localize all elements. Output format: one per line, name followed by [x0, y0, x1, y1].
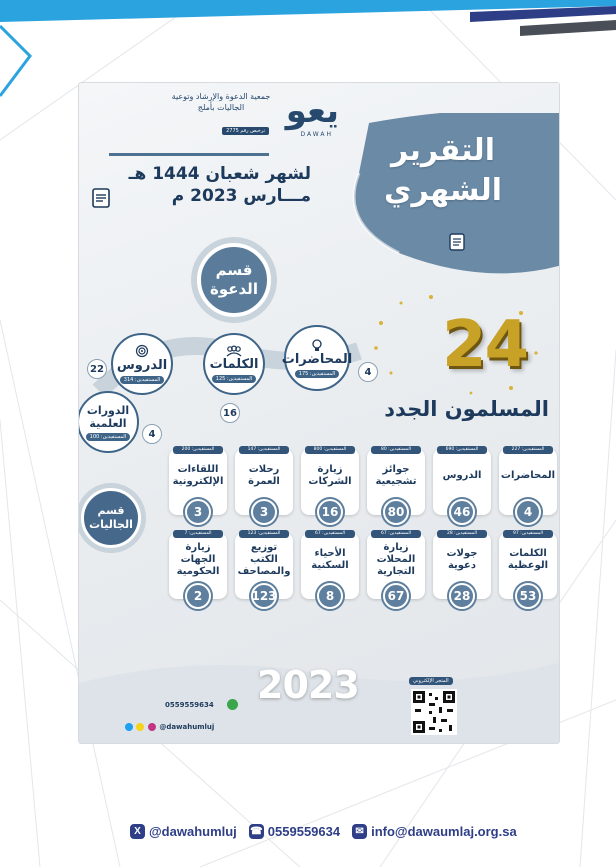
- license-badge: ترخيص رقم 2775: [222, 127, 269, 135]
- category-words-beneficiaries: المستفيدين: 125: [212, 375, 256, 383]
- organization-name: جمعية الدعوة والإرشاد وتوعية الجاليات بأملج: [171, 92, 271, 112]
- category-lectures-count: 4: [358, 362, 378, 382]
- card-count: 28: [449, 583, 475, 609]
- card-title: زيارة الجهات الحكومية: [176, 542, 220, 577]
- card-title: الدروس: [442, 470, 482, 481]
- report-title-line1: التقرير: [391, 133, 495, 168]
- card-count: 123: [251, 583, 277, 609]
- logo-mark: يعو: [285, 91, 339, 131]
- card-count: 4: [515, 499, 541, 525]
- card-dawah-tours: [433, 531, 491, 603]
- logo-wordmark: DAWAH: [300, 131, 333, 138]
- card-title: زيارة الشركات: [308, 464, 352, 487]
- card-title: جوائز تشجيعية: [375, 464, 417, 487]
- month-gregorian: مـــارس 2023 م: [171, 186, 311, 206]
- card-beneficiaries: المستفيدين: 7: [173, 530, 223, 538]
- dawah-section-badge: قسم الدعوة: [197, 243, 271, 317]
- new-muslims-count: 24: [441, 308, 527, 382]
- card-umrah-trips: [235, 447, 293, 519]
- card-title: رحلات العمرة: [248, 464, 280, 487]
- card-count: 80: [383, 499, 409, 525]
- page-footer: [130, 822, 529, 840]
- card-shop-visits: [367, 531, 425, 603]
- card-count: 46: [449, 499, 475, 525]
- category-courses-beneficiaries: المستفيدين: 100: [86, 433, 130, 441]
- whatsapp-icon: [227, 699, 238, 710]
- card-title: الأحياء السكنية: [311, 548, 349, 571]
- jaliyat-section-badge: قسم الجاليات: [81, 488, 141, 548]
- footer-phone-number: 0559559634: [267, 823, 341, 839]
- card-beneficiaries: المستفيدين: 147: [239, 446, 289, 454]
- report-title-line2: الشهري: [383, 173, 503, 208]
- card-count: 67: [383, 583, 409, 609]
- card-beneficiaries: المستفيدين: 800: [305, 446, 355, 454]
- card-prizes: [367, 447, 425, 519]
- top-accent-band: [0, 0, 616, 40]
- footer-email-address: info@dawaumlaj.org.sa: [371, 823, 517, 839]
- card-count: 8: [317, 583, 343, 609]
- poster-phone: 0559559634: [165, 701, 214, 709]
- category-lessons-name: الدروس: [116, 358, 168, 373]
- card-beneficiaries: المستفيدين: 690: [437, 446, 487, 454]
- card-beneficiaries: المستفيدين: 227: [503, 446, 553, 454]
- card-count: 3: [251, 499, 277, 525]
- month-hijri: لشهر شعبان 1444 هـ: [128, 164, 311, 184]
- email-icon: ✉: [352, 824, 367, 839]
- card-title: زيارة المحلات التجارية: [376, 542, 416, 577]
- corner-chevron-decor: [0, 16, 40, 106]
- card-company-visits: [301, 447, 359, 519]
- card-count: 16: [317, 499, 343, 525]
- footer-phone[interactable]: [249, 824, 340, 839]
- card-beneficiaries: المستفيدين: 28: [437, 530, 487, 538]
- category-courses-name: الدورات العلمية: [86, 403, 130, 430]
- footer-email[interactable]: [352, 824, 517, 839]
- qr-label: المتجر الإلكتروني: [409, 677, 453, 685]
- category-lectures-beneficiaries: المستفيدين: 175: [295, 370, 339, 378]
- instagram-icon: [148, 723, 156, 731]
- qr-code: [411, 689, 457, 735]
- card-count: 3: [185, 499, 211, 525]
- category-courses-count: 4: [142, 424, 162, 444]
- card-title: توزيع الكتب والمصاحف: [237, 542, 291, 577]
- card-title: اللقاءات الإلكترونية: [172, 464, 224, 487]
- card-title: المحاضرات: [500, 470, 556, 481]
- card-title: جولات دعوية: [446, 548, 478, 571]
- footer-twitter-handle: @dawahumluj: [149, 823, 237, 839]
- x-twitter-icon: X: [130, 824, 145, 839]
- card-beneficiaries: المستفيدين: 200: [173, 446, 223, 454]
- category-lectures-name: المحاضرات: [281, 352, 353, 367]
- snapchat-icon: [136, 723, 144, 731]
- poster-social: [125, 723, 214, 731]
- card-sermons: [499, 531, 557, 603]
- footer-twitter[interactable]: [130, 824, 237, 839]
- phone-icon: ☎: [250, 825, 263, 837]
- card-government-visits: [169, 531, 227, 603]
- card-count: 53: [515, 583, 541, 609]
- card-lectures: [499, 447, 557, 519]
- card-beneficiaries: المستفيدين: 67: [371, 530, 421, 538]
- category-words-count: 16: [220, 403, 240, 423]
- poster-social-handle: @dawahumluj: [159, 723, 215, 731]
- card-count: 2: [185, 583, 211, 609]
- category-lessons-beneficiaries: المستفيدين: 314: [120, 376, 164, 384]
- card-lessons: [433, 447, 491, 519]
- card-beneficiaries: المستفيدين: 80: [371, 446, 421, 454]
- category-lessons-count: 22: [87, 359, 107, 379]
- new-muslims-label: المسلمون الجدد: [384, 397, 549, 421]
- year-logo: 2023: [257, 663, 359, 707]
- monthly-report-poster: [79, 83, 559, 743]
- card-online-meetings: [169, 447, 227, 519]
- twitter-icon: [125, 723, 133, 731]
- card-neighborhoods: [301, 531, 359, 603]
- card-beneficiaries: المستفيدين: 67: [305, 530, 355, 538]
- card-book-distribution: [235, 531, 293, 603]
- card-beneficiaries: المستفيدين: 97: [503, 530, 553, 538]
- card-title: الكلمات الوعظية: [507, 548, 549, 571]
- category-words-name: الكلمات: [209, 357, 259, 372]
- card-beneficiaries: المستفيدين: 123: [239, 530, 289, 538]
